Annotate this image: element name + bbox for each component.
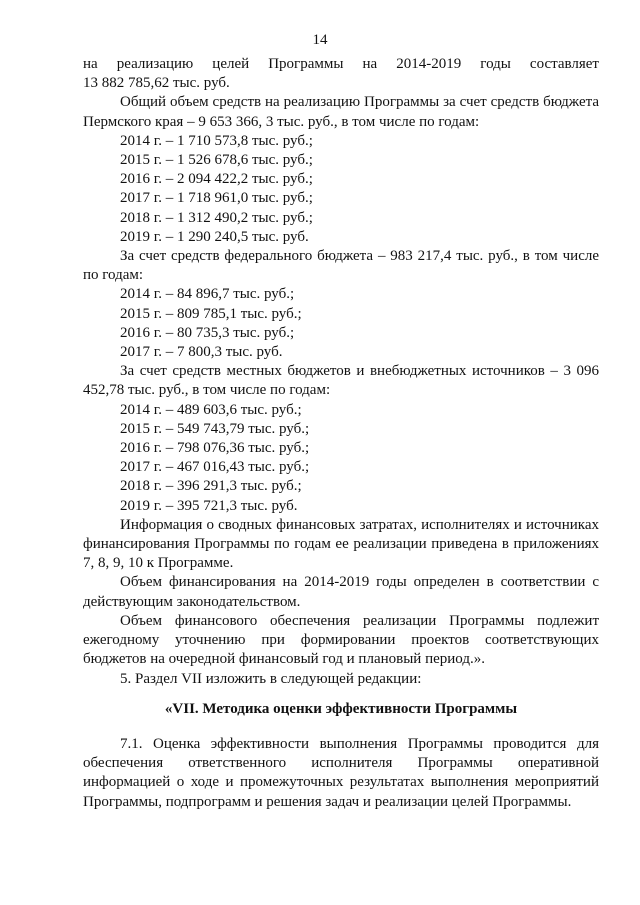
paragraph-local-budget: За счет средств местных бюджетов и внебюджетных источников – 3 096 452,78 тыс. руб., в том числе по годам: <box>83 363 599 399</box>
paragraph-regional-budget: Общий объем средств на реализацию Программы за счет средств бюджета Пермского края – 9 653 366, 3 тыс. руб., в том числе по годам: <box>83 94 599 130</box>
paragraph-continuation-line: на реализацию целей Программы на 2014-2019 годы составляет <box>83 56 599 72</box>
paragraph-section-amendment: 5. Раздел VII изложить в следующей редакции: <box>120 670 422 687</box>
paragraph-annual-adjustment: Объем финансового обеспечения реализации Программы подлежит ежегодному уточнению при формировании проектов соответствующих бюджетов на очередной финансовый год и плановый период.». <box>83 612 599 668</box>
local-year-2016: 2016 г. – 798 076,36 тыс. руб.; <box>120 440 310 457</box>
federal-year-2016: 2016 г. – 80 735,3 тыс. руб.; <box>120 324 295 341</box>
regional-year-2015: 2015 г. – 1 526 678,6 тыс. руб.; <box>120 152 313 169</box>
paragraph-continuation-total: 13 882 785,62 тыс. руб. <box>83 75 230 92</box>
section-heading: «VII. Методика оценки эффективности Программы <box>164 700 518 717</box>
federal-year-2015: 2015 г. – 809 785,1 тыс. руб.; <box>120 305 302 322</box>
regional-year-2014: 2014 г. – 1 710 573,8 тыс. руб.; <box>120 132 313 149</box>
federal-year-2014: 2014 г. – 84 896,7 тыс. руб.; <box>120 286 295 303</box>
local-year-2019: 2019 г. – 395 721,3 тыс. руб. <box>120 497 298 514</box>
local-year-2017: 2017 г. – 467 016,43 тыс. руб.; <box>120 459 310 476</box>
paragraph-funding-volume: Объем финансирования на 2014-2019 годы определен в соответствии с действующим законодательством. <box>83 574 599 610</box>
paragraph-evaluation-method: 7.1. Оценка эффективности выполнения Программы проводится для обеспечения ответственного исполнителя Программы оперативной информацией о ходе и промежуточных результатах выполнения мероприятий Программы, подпрограмм и решения задач и реализации целей Программы. <box>83 735 599 810</box>
federal-budget-years <box>83 285 599 362</box>
federal-year-2017: 2017 г. – 7 800,3 тыс. руб. <box>120 344 283 361</box>
regional-budget-years <box>83 132 599 247</box>
document-body <box>83 55 599 812</box>
local-budget-years <box>83 401 599 516</box>
regional-year-2017: 2017 г. – 1 718 961,0 тыс. руб.; <box>120 190 313 207</box>
paragraph-appendix-info: Информация о сводных финансовых затратах, исполнителях и источниках финансирования Программы по годам ее реализации приведена в приложениях 7, 8, 9, 10 к Программе. <box>83 516 599 572</box>
page-number: 14 <box>312 32 328 48</box>
local-year-2015: 2015 г. – 549 743,79 тыс. руб.; <box>120 420 310 437</box>
regional-year-2019: 2019 г. – 1 290 240,5 тыс. руб. <box>120 228 309 245</box>
paragraph-federal-budget: За счет средств федерального бюджета – 983 217,4 тыс. руб., в том числе по годам: <box>83 248 599 284</box>
local-year-2014: 2014 г. – 489 603,6 тыс. руб.; <box>120 401 302 418</box>
local-year-2018: 2018 г. – 396 291,3 тыс. руб.; <box>120 478 302 495</box>
regional-year-2016: 2016 г. – 2 094 422,2 тыс. руб.; <box>120 171 313 188</box>
regional-year-2018: 2018 г. – 1 312 490,2 тыс. руб.; <box>120 209 313 226</box>
